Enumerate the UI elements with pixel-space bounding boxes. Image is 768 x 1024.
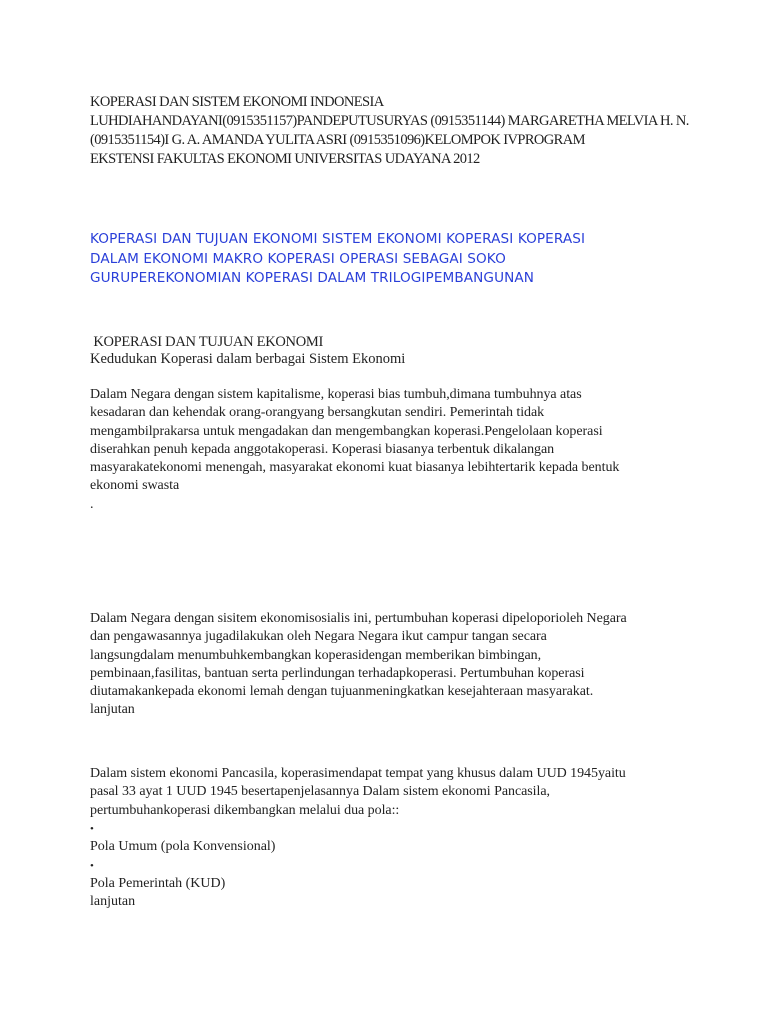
document-title: KOPERASI DAN SISTEM EKONOMI INDONESIA <box>90 94 384 110</box>
paragraph-line: mengambilprakarsa untuk mengadakan dan mengembangkan koperasi.Pengelolaan koperasi <box>90 423 603 439</box>
paragraph-line: kesadaran dan kehendak orang-orangyang bersangkutan sendiri. Pemerintah tidak <box>90 405 545 421</box>
institution-line: EKSTENSI FAKULTAS EKONOMI UNIVERSITAS UDAYANA 2012 <box>90 151 480 167</box>
toc-link-line-3[interactable]: GURUPEREKONOMIAN KOPERASI DALAM TRILOGIPEMBANGUNAN <box>90 270 535 286</box>
paragraph-socialism <box>90 610 690 720</box>
paragraph-line: dan pengawasannya jugadilakukan oleh Negara Negara ikut campur tangan secara <box>90 629 547 645</box>
paragraph-pancasila <box>90 765 690 820</box>
authors-line-2: (0915351154)I G. A. AMANDA YULITA ASRI (0915351096)KELOMPOK IVPROGRAM <box>90 132 585 148</box>
paragraph-line: diutamakankepada ekonomi lemah dengan tujuanmeningkatkan kesejahteraan masyarakat. <box>90 684 594 700</box>
paragraph-line: langsungdalam menumbuhkembangkan koperasidengan memberikan bimbingan, <box>90 647 542 663</box>
continuation-label: lanjutan <box>90 702 135 718</box>
paragraph-line: pembinaan,fasilitas, bantuan serta perlindungan terhadapkoperasi. Pertumbuhan koperasi <box>90 665 585 681</box>
list-item: Pola Umum (pola Konvensional) <box>90 839 276 854</box>
continuation-label: lanjutan <box>90 894 136 909</box>
paragraph-line: pertumbuhankoperasi dikembangkan melalui dua pola:: <box>90 802 400 818</box>
bullet-marker: • <box>90 823 94 835</box>
paragraph-capitalism <box>90 386 690 496</box>
paragraph-line: ekonomi swasta <box>90 478 180 494</box>
paragraph-line: Dalam Negara dengan sisitem ekonomisosialis ini, pertumbuhan koperasi dipeloporioleh Negara <box>90 611 627 626</box>
section-subheading: Kedudukan Koperasi dalam berbagai Sistem Ekonomi <box>90 351 406 367</box>
paragraph-line: diserahkan penuh kepada anggotakoperasi. Koperasi biasanya terbentuk dikalangan <box>90 441 555 457</box>
toc-link-line-2[interactable]: DALAM EKONOMI MAKRO KOPERASI OPERASI SEBAGAI SOKO <box>90 250 506 267</box>
toc-link-line-1[interactable]: KOPERASI DAN TUJUAN EKONOMI SISTEM EKONOMI KOPERASI KOPERASI <box>90 231 586 247</box>
list-item: Pola Pemerintah (KUD) <box>90 875 226 891</box>
paragraph-line: masyarakatekonomi menengah, masyarakat ekonomi kuat biasanya lebihtertarik kepada bentuk <box>90 460 620 476</box>
paragraph-line: Dalam Negara dengan sistem kapitalisme, koperasi bias tumbuh,dimana tumbuhnya atas <box>90 387 582 402</box>
bullet-list <box>90 820 690 912</box>
section-heading: KOPERASI DAN TUJUAN EKONOMI <box>90 334 324 350</box>
authors-line-1: LUHDIAHANDAYANI(0915351157)PANDEPUTUSURYAS (0915351144) MARGARETHA MELVIA H. N. <box>90 113 689 129</box>
table-of-contents-links[interactable] <box>90 230 690 289</box>
trailing-period: . <box>90 497 94 512</box>
bullet-marker: • <box>90 859 94 872</box>
paragraph-line: Dalam sistem ekonomi Pancasila, koperasimendapat tempat yang khusus dalam UUD 1945yaitu <box>90 766 626 781</box>
paragraph-line: pasal 33 ayat 1 UUD 1945 besertapenjelasannya Dalam sistem ekonomi Pancasila, <box>90 784 550 800</box>
document-header <box>90 93 690 169</box>
